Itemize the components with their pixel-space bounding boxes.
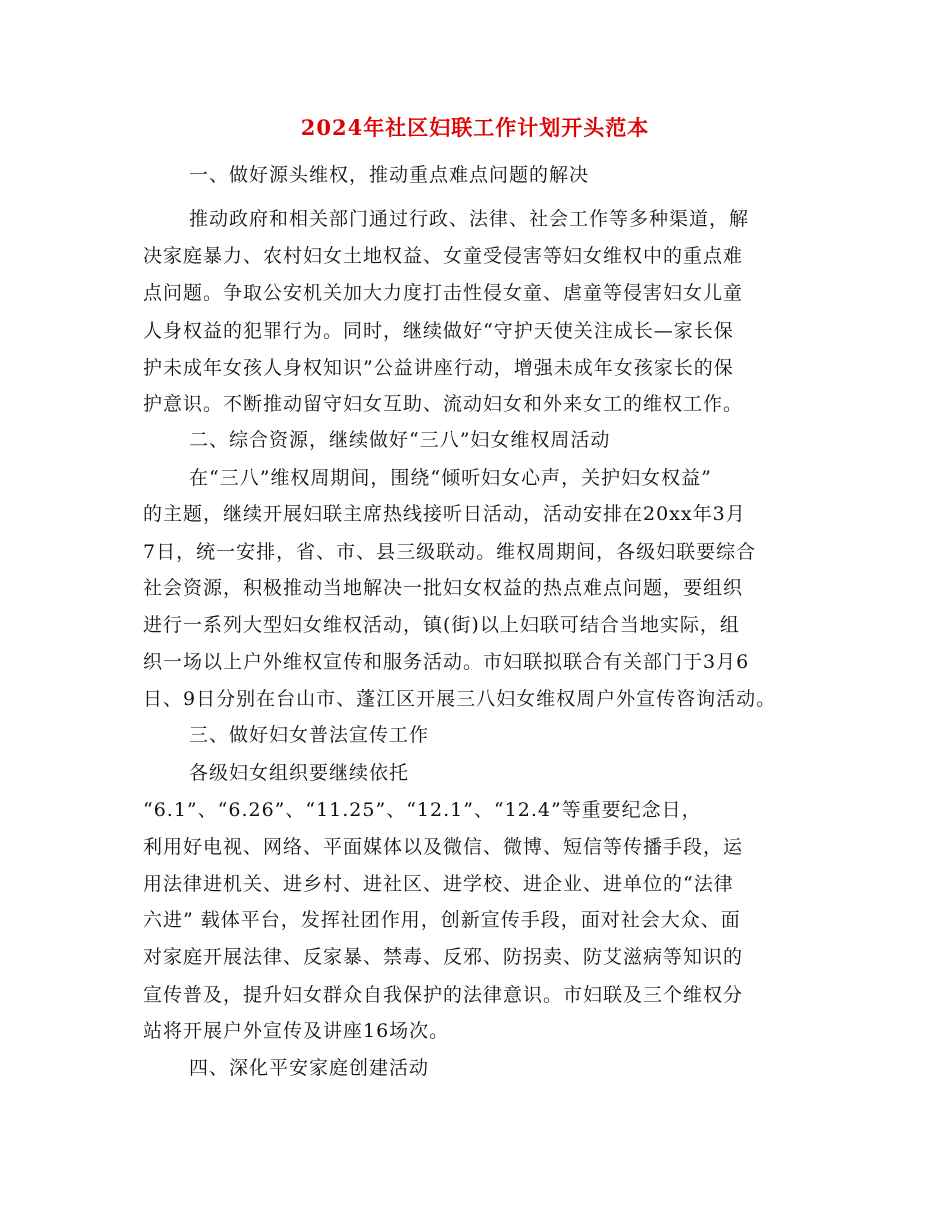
heading-3: 三、做好妇女普法宣传工作 [189, 724, 430, 746]
paragraph-line: 利用好电视、网络、平面媒体以及微信、微博、短信等传播手段，运 [143, 836, 744, 858]
paragraph-line: 六进” 载体平台，发挥社团作用，创新宣传手段，面对社会大众、面 [143, 909, 741, 931]
paragraph-line: 点问题。争取公安机关加大力度打击性侵女童、虐童等侵害妇女儿童 [143, 282, 744, 304]
paragraph-line: 社会资源，积极推动当地解决一批妇女权益的热点难点问题，要组织 [143, 577, 744, 599]
paragraph-line: 推动政府和相关部门通过行政、法律、社会工作等多种渠道，解 [189, 208, 750, 230]
paragraph-line: 7日，统一安排，省、市、县三级联动。维权周期间，各级妇联要综合 [143, 541, 757, 563]
heading-4: 四、深化平安家庭创建活动 [189, 1057, 430, 1079]
paragraph-line: 各级妇女组织要继续依托 [189, 762, 410, 784]
paragraph-line: 决家庭暴力、农村妇女土地权益、女童受侵害等妇女维权中的重点难 [143, 245, 744, 267]
heading-1: 一、做好源头维权，推动重点难点问题的解决 [189, 164, 590, 186]
paragraph-line: 护意识。不断推动留守妇女互助、流动妇女和外来女工的维权工作。 [143, 393, 744, 415]
paragraph-line: 护未成年女孩人身权知识”公益讲座行动，增强未成年女孩家长的保 [143, 357, 734, 379]
paragraph-line: 进行一系列大型妇女维权活动，镇(街)以上妇联可结合当地实际，组 [143, 614, 740, 636]
paragraph-line: 在“三八”维权周期间，围绕“倾听妇女心声，关护妇女权益” [189, 467, 712, 489]
heading-2: 二、综合资源，继续做好“三八”妇女维权周活动 [189, 429, 611, 451]
paragraph-line: 的主题，继续开展妇联主席热线接听日活动，活动安排在20xx年3月 [143, 503, 746, 525]
paragraph-line: 站将开展户外宣传及讲座16场次。 [143, 1020, 450, 1042]
paragraph-line: 用法律进机关、进乡村、进社区、进学校、进企业、进单位的“法律 [143, 873, 734, 895]
document-title: 2024年社区妇联工作计划开头范本 [300, 115, 650, 140]
paragraph-line: 宣传普及，提升妇女群众自我保护的法律意识。市妇联及三个维权分 [143, 984, 744, 1006]
paragraph-line: “6.1”、“6.26”、“11.25”、“12.1”、“12.4”等重要纪念日， [143, 799, 702, 821]
paragraph-line: 织一场以上户外维权宣传和服务活动。市妇联拟联合有关部门于3月6 [143, 651, 750, 673]
paragraph-line: 对家庭开展法律、反家暴、禁毒、反邪、防拐卖、防艾滋病等知识的 [143, 946, 744, 968]
paragraph-line: 人身权益的犯罪行为。同时，继续做好“守护天使关注成长—家长保 [143, 320, 734, 342]
paragraph-line: 日、9日分别在台山市、蓬江区开展三八妇女维权周户外宣传咨询活动。 [143, 688, 777, 710]
